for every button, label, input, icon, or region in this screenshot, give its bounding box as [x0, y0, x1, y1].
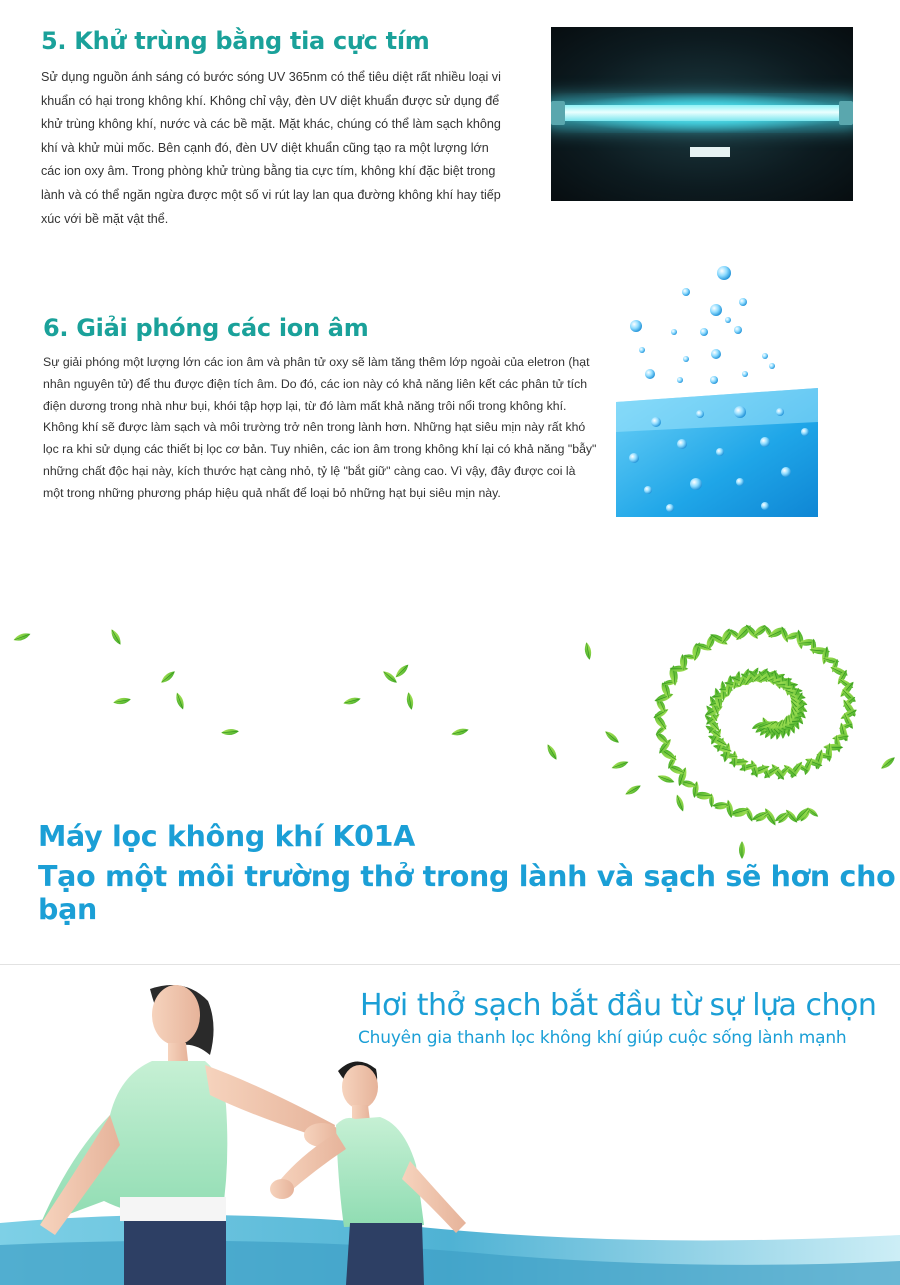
leaf-swirl: [652, 623, 858, 828]
section-5-body: Sử dụng nguồn ánh sáng có bước sóng UV 365nm có thể tiêu diệt rất nhiều loại vi khuẩn có hại trong không khí. Không chỉ vậy, đèn UV diệt khuẩn được sử dụng để khử trùng không khí, nước và các bề mặt. Mặt khác, chúng có thể làm sạch không khí và khử mùi mốc. Bên cạnh đó, đèn UV diệt khuẩn cũng tạo ra một lượng lớn các ion oxy âm. Trong phòng khử trùng bằng tia cực tím, không khí đặc biệt trong lành và có thể ngăn ngừa được một số vi rút lay lan qua đường không khí hay tiếp xúc với bề mặt vật thể.: [41, 70, 501, 226]
section-6-body: Sự giải phóng một lượng lớn các ion âm và phân tử oxy sẽ làm tăng thêm lớp ngoài của eletron (hạt nhân nguyên tử) để thu được điện tích âm. Do đó, các ion này có khả năng liên kết các phân tử tích điện dương trong nhà như bụi, khói tập hợp lại, từ đó làm mất khả năng trôi nổi trong không khí. Không khí sẽ được làm sạch và môi trường trở nên trong lành hơn. Những hạt siêu mịn này rất khó lọc ra khi sử dụng các thiết bị lọc cơ bản. Tuy nhiên, các ion âm trong không khí lại có khả năng "bẫy" những chất độc hại này, kích thước hạt càng nhỏ, tỷ lệ "bắt giữ" càng cao. Vì vậy, đây được coi là một trong những phương pháp hiệu quả nhất để loại bỏ những hạt bụi siêu mịn này.: [43, 355, 597, 500]
product-subtitle: Tạo một môi trường thở trong lành và sạch sẽ hơn cho bạn: [38, 860, 896, 926]
negative-ion-image: [600, 262, 830, 520]
product-title: Máy lọc không khí K01A: [38, 820, 415, 853]
banner-subtitle: Chuyên gia thanh lọc không khí giúp cuộc sống lành mạnh: [358, 1028, 847, 1048]
uv-lamp-image: [551, 27, 853, 201]
banner-title: Hơi thở sạch bắt đầu từ sự lựa chọn: [360, 988, 877, 1023]
section-6-title: 6. Giải phóng các ion âm: [43, 314, 369, 342]
section-5-title: 5. Khử trùng bằng tia cực tím: [41, 27, 430, 55]
